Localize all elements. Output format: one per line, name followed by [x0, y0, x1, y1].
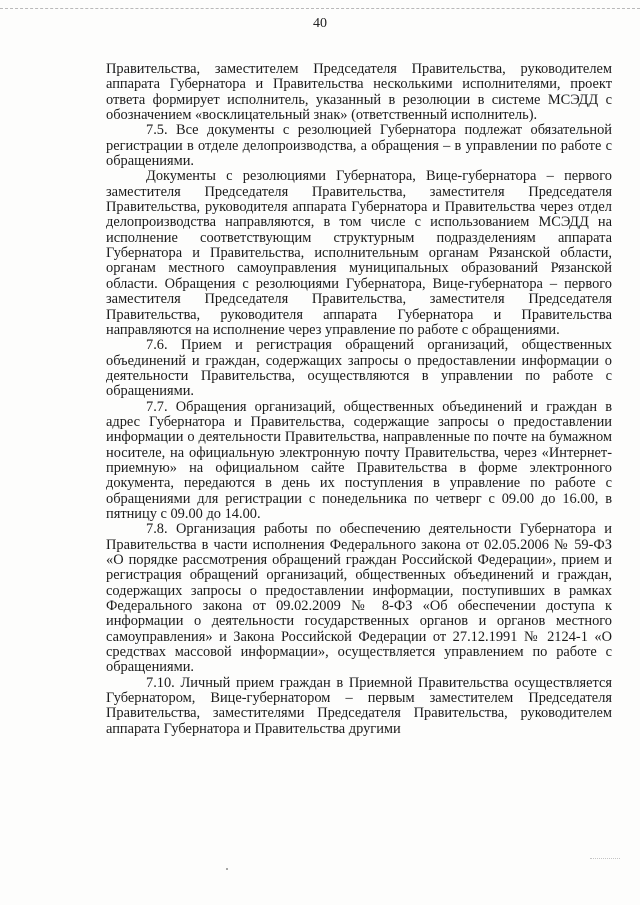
- scan-speck: [226, 868, 228, 870]
- paragraph-7-5: 7.5. Все документы с резолюцией Губернатора подлежат обязательной регистрации в отделе делопроизводства, а обращения – в управлении по работе с обращениями.: [106, 122, 612, 170]
- paragraph-7-6: 7.6. Прием и регистрация обращений организаций, общественных объединений и граждан, содержащих запросы о предоставлении информации о деятельности Правительства, осуществляются в управлении по работе с обращениями.: [106, 337, 612, 400]
- paragraph-7-8: 7.8. Организация работы по обеспечению деятельности Губернатора и Правительства в части исполнения Федерального закона от 02.05.2006 № 59-ФЗ «О порядке рассмотрения обращений граждан Российской Федерации», прием и регистрация обращений организаций, общественных объединений и граждан, содержащих запросы о предоставлении информации, поступивших в рамках Федерального закона от 09.02.2009 № 8-ФЗ «Об обеспечении доступа к информации о деятельности государственных органов и органов местного самоуправления» и Закона Российской Федерации от 27.12.1991 № 2124-1 «О средствах массовой информации», осуществляется управлением по работе с обращениями.: [106, 521, 612, 676]
- scan-bottom-edge: [590, 858, 620, 859]
- paragraph-7-7: 7.7. Обращения организаций, общественных объединений и граждан в адрес Губернатора и Правительства, содержащие запросы о предоставлении информации о деятельности Правительства, направленные по почте на бумажном носителе, на официальную электронную почту Правительства, через «Интернет-приемную» на официальном сайте Правительства в форме электронного документа, передаются в день их поступления в управление по работе с обращениями для регистрации с понедельника по четверг с 09.00 до 16.00, в пятницу с 09.00 до 14.00.: [106, 398, 612, 522]
- paragraph-continuation: Правительства, заместителем Председателя Правительства, руководителем аппарата Губернатора и Правительства несколькими исполнителями, проект ответа формирует исполнитель, указанный в резолюции в системе МСЭДД с обозначением «восклицательный знак» (ответственный исполнитель).: [106, 61, 612, 124]
- scan-top-edge: [0, 8, 640, 9]
- page-number: 40: [313, 16, 327, 31]
- paragraph-7-10: 7.10. Личный прием граждан в Приемной Правительства осуществляется Губернатором, Вице-губернатором – первым заместителем Председателя Правительства, заместителями Председателя Правительства, руководителем аппарата Губернатора и Правительства другими: [106, 674, 612, 737]
- document-body: [106, 62, 612, 737]
- paragraph-resolutions: Документы с резолюциями Губернатора, Вице-губернатора – первого заместителя Председателя Правительства, заместителя Председателя Правительства, руководителя аппарата Губернатора и Правительства через отдел делопроизводства направляются, в том числе с использованием МСЭДД на исполнение соответствующим структурным подразделениям аппарата Губернатора и Правительства, исполнительным органам Рязанской области, органам местного самоуправления муниципальных образований Рязанской области. Обращения с резолюциями Губернатора, Вице-губернатора – первого заместителя Председателя Правительства, заместителя Председателя Правительства, руководителя аппарата Губернатора и Правительства направляются на исполнение через управление по работе с обращениями.: [106, 168, 612, 338]
